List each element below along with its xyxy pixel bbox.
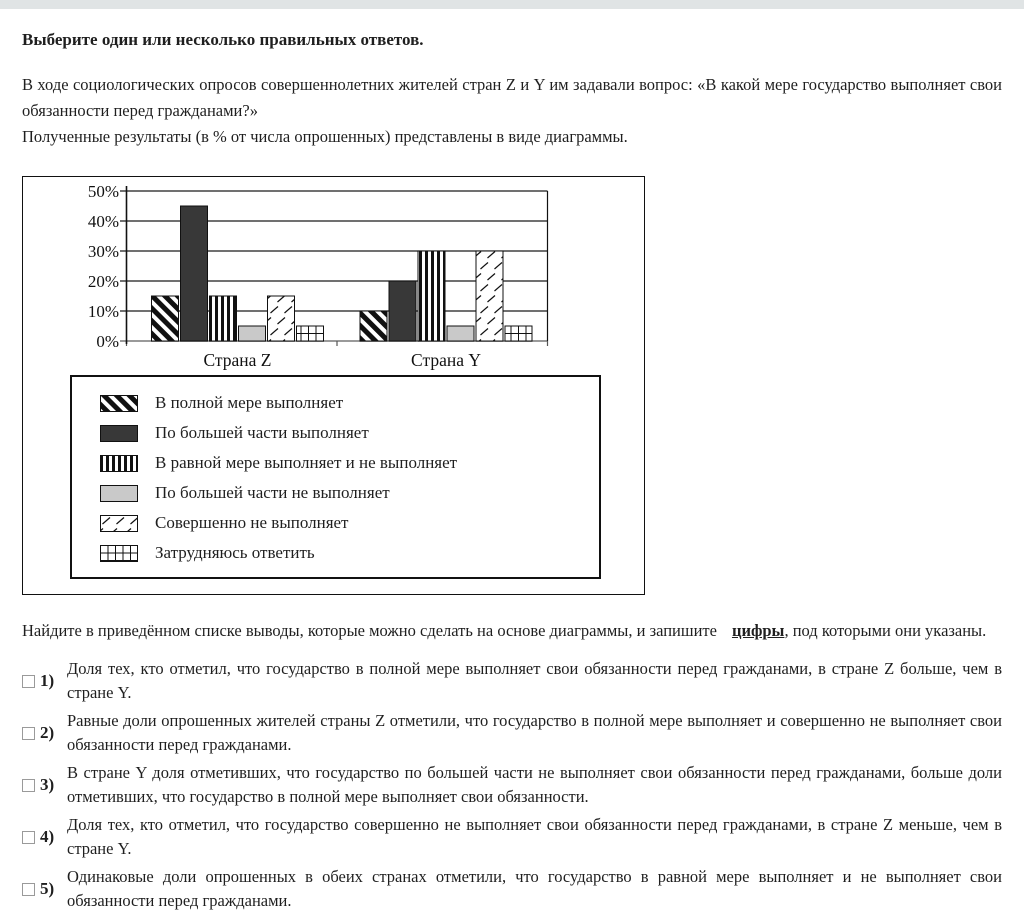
- legend-swatch-diagonal-dashes: [100, 515, 138, 532]
- option-text: Доля тех, кто отметил, что государство в полной мере выполняет свои обязанности перед гражданами, в стране Z больше, чем в стране Y.: [67, 659, 1002, 702]
- legend-row: [72, 418, 599, 448]
- task-paragraph: [22, 618, 1002, 644]
- option-number: 1): [40, 671, 55, 690]
- y-tick-label: 40%: [87, 212, 119, 231]
- bar-z-1: [152, 296, 179, 341]
- intro-paragraph: В ходе социологических опросов совершеннолетних жителей стран Z и Y им задавали вопрос: «В какой мере государство выполняет свои обязанности перед гражданами?»: [22, 75, 1002, 120]
- task-text-after: , под которыми они указаны.: [784, 621, 987, 640]
- option-number: 2): [40, 723, 55, 742]
- option-checkbox-5[interactable]: [22, 883, 35, 896]
- legend-swatch-solid-dark: [100, 425, 138, 442]
- bar-y-5: [476, 251, 503, 341]
- results-note: Полученные результаты (в % от числа опрошенных) представлены в виде диаграммы.: [22, 127, 628, 146]
- option-checkbox-1[interactable]: [22, 675, 35, 688]
- option-text: Доля тех, кто отметил, что государство совершенно не выполняет свои обязанности перед гражданами, в стране Z меньше, чем в стране Y.: [67, 815, 1002, 858]
- option-marker: [22, 775, 67, 795]
- answer-option-2: [22, 709, 1002, 757]
- y-tick-label: 30%: [87, 242, 119, 261]
- legend-row: [72, 448, 599, 478]
- legend-swatch-vertical-stripes: [100, 455, 138, 472]
- bar-z-3: [210, 296, 237, 341]
- bar-y-6: [505, 326, 532, 341]
- bar-z-2: [181, 206, 208, 341]
- option-text: В стране Y доля отметивших, что государство по большей части не выполняет свои обязанности перед гражданами, больше доли отметивших, что государство в полной мере выполняет свои обязанности.: [67, 763, 1002, 806]
- bar-chart: [23, 183, 643, 375]
- bar-y-1: [360, 311, 387, 341]
- bar-y-2: [389, 281, 416, 341]
- legend-row: [72, 388, 599, 418]
- y-tick-label: 0%: [96, 332, 119, 351]
- answer-option-5: [22, 865, 1002, 913]
- question-content: [0, 9, 1024, 913]
- option-marker: [22, 827, 67, 847]
- legend-swatch-grid: [100, 545, 138, 562]
- answer-option-1: [22, 657, 1002, 705]
- option-marker: [22, 879, 67, 899]
- y-tick-label: 20%: [87, 272, 119, 291]
- category-label: Страна Y: [411, 350, 481, 370]
- instruction-heading: Выберите один или несколько правильных ответов.: [22, 30, 424, 49]
- bar-z-5: [268, 296, 295, 341]
- answer-options: [22, 657, 1002, 913]
- option-number: 5): [40, 879, 55, 898]
- answer-option-4: [22, 813, 1002, 861]
- y-tick-label: 50%: [87, 183, 119, 201]
- legend-row: [72, 478, 599, 508]
- option-checkbox-4[interactable]: [22, 831, 35, 844]
- legend-row: [72, 508, 599, 538]
- legend-label: Совершенно не выполняет: [155, 513, 349, 532]
- option-checkbox-2[interactable]: [22, 727, 35, 740]
- y-tick-label: 10%: [87, 302, 119, 321]
- legend-row: [72, 538, 599, 568]
- option-marker: [22, 723, 67, 743]
- option-checkbox-3[interactable]: [22, 779, 35, 792]
- task-keyword: цифры: [731, 621, 785, 640]
- task-text-before: Найдите в приведённом списке выводы, которые можно сделать на основе диаграммы, и запишите: [22, 621, 717, 640]
- bar-z-6: [297, 326, 324, 341]
- top-strip: [0, 0, 1024, 9]
- legend-label: В полной мере выполняет: [155, 393, 344, 412]
- category-label: Страна Z: [203, 350, 272, 370]
- legend-swatch-diagonal-white-on-black: [100, 395, 138, 412]
- bar-y-4: [447, 326, 474, 341]
- option-number: 4): [40, 827, 55, 846]
- bar-y-3: [418, 251, 445, 341]
- option-text: Одинаковые доли опрошенных в обеих странах отметили, что государство в равной мере выполняет и не выполняет свои обязанности перед гражданами.: [67, 867, 1002, 910]
- option-text: Равные доли опрошенных жителей страны Z отметили, что государство в полной мере выполняет и совершенно не выполняет свои обязанности перед гражданами.: [67, 711, 1002, 754]
- legend-label: По большей части выполняет: [155, 423, 369, 442]
- diagram-figure: [22, 176, 645, 595]
- legend-swatch-solid-light-gray: [100, 485, 138, 502]
- answer-option-3: [22, 761, 1002, 809]
- chart-legend: [70, 375, 601, 579]
- legend-label: В равной мере выполняет и не выполняет: [155, 453, 458, 472]
- legend-label: Затрудняюсь ответить: [155, 543, 315, 562]
- legend-label: По большей части не выполняет: [155, 483, 390, 502]
- option-number: 3): [40, 775, 55, 794]
- option-marker: [22, 671, 67, 691]
- bar-z-4: [239, 326, 266, 341]
